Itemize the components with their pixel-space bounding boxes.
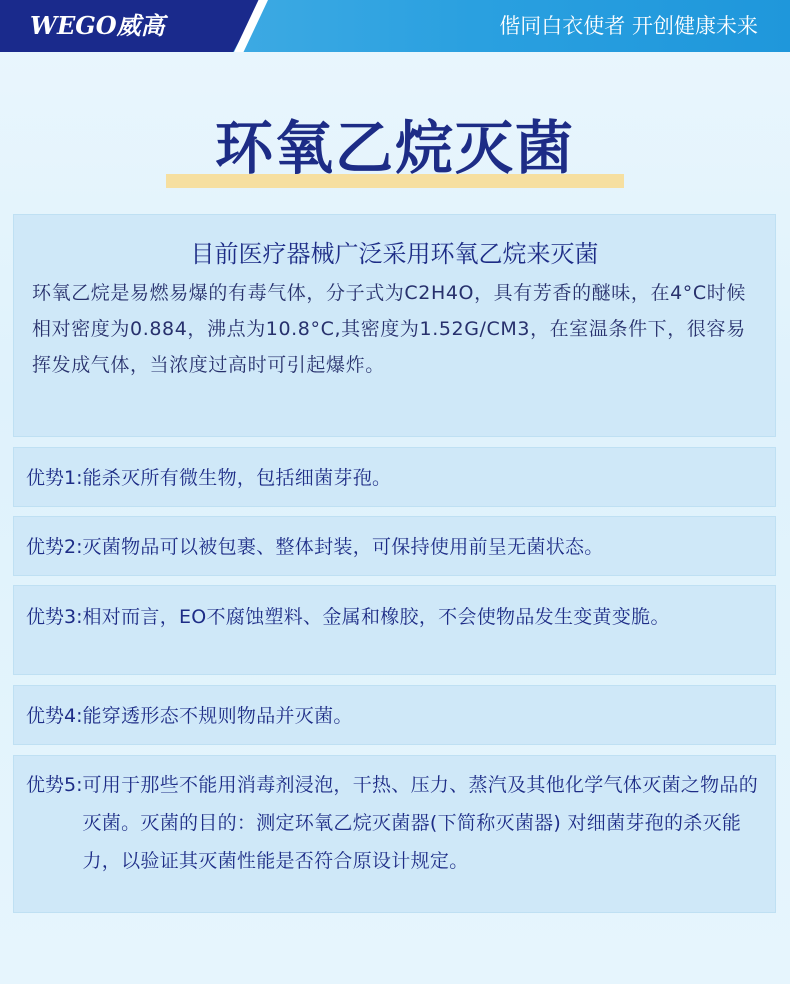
advantage-card-5 — [13, 755, 776, 913]
advantage-label: 优势1: — [26, 467, 83, 489]
brand-logo: WEGO威高 — [30, 11, 165, 40]
advantage-label: 优势3: — [26, 606, 83, 628]
advantage-text: 相对而言，EO不腐蚀塑料、金属和橡胶，不会使物品发生变黄变脆。 — [82, 606, 670, 628]
advantage-label: 优势2: — [26, 536, 83, 558]
advantage-card-2 — [13, 516, 776, 576]
advantage-text: 可用于那些不能用消毒剂浸泡，干热、压力、蒸汽及其他化学气体灭菌之物品的灭菌。灭菌的目的：测定环氧乙烷灭菌器(下简称灭菌器) 对细菌芽孢的杀灭能力，以验证其灭菌性能是否符合原设计规定。 — [82, 774, 759, 872]
advantage-card-3 — [13, 585, 776, 675]
advantage-text: 能穿透形态不规则物品并灭菌。 — [82, 705, 353, 727]
header-slogan: 偕同白衣使者 开创健康未来 — [499, 14, 758, 38]
advantage-text: 灭菌物品可以被包裹、整体封装，可保持使用前呈无菌状态。 — [82, 536, 604, 558]
advantage-card-4 — [13, 685, 776, 745]
advantage-card-1 — [13, 447, 776, 507]
header-banner — [0, 0, 790, 52]
advantage-text: 能杀灭所有微生物，包括细菌芽孢。 — [82, 467, 392, 489]
advantage-label: 优势4: — [26, 705, 83, 727]
intro-card — [13, 214, 776, 437]
intro-heading: 目前医疗器械广泛采用环氧乙烷来灭菌 — [190, 240, 599, 268]
advantage-label: 优势5: — [26, 774, 83, 796]
page-title: 环氧乙烷灭菌 — [214, 114, 575, 182]
title-block — [166, 104, 624, 194]
intro-body: 环氧乙烷是易燃易爆的有毒气体，分子式为C2H4O，具有芳香的醚味，在4°C时候相对密度为0.884，沸点为10.8°C,其密度为1.52G/CM3，在室温条件下，很容易挥发成气体，当浓度过高时可引起爆炸。 — [32, 282, 746, 376]
